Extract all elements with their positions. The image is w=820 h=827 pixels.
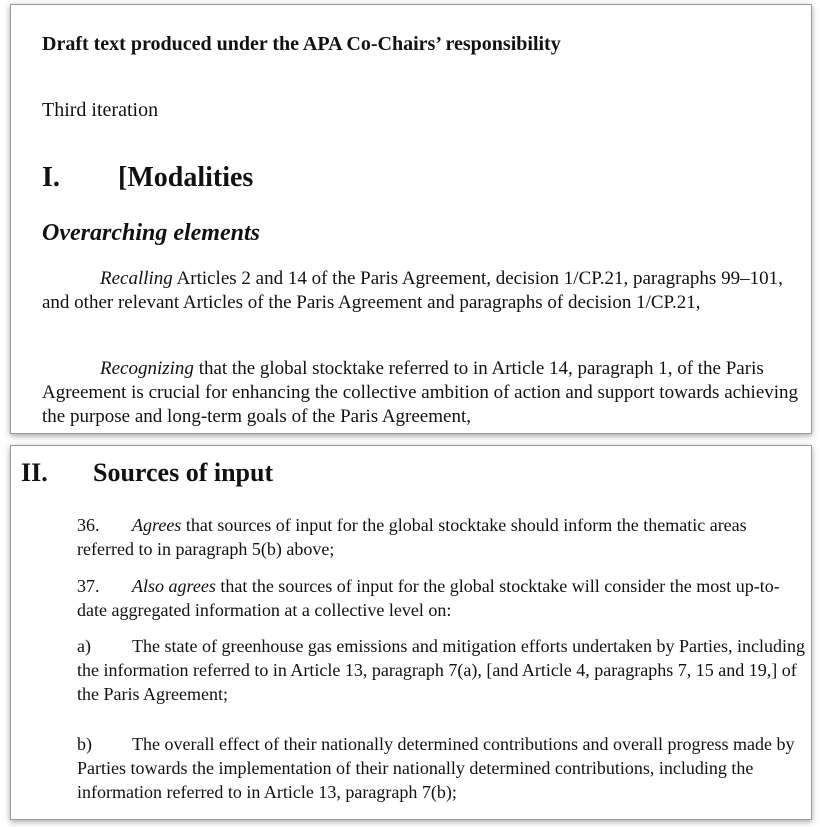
paragraph-lead: Also agrees (132, 576, 216, 596)
section-title: Sources of input (93, 458, 274, 487)
item-text: The state of greenhouse gas emissions and mitigation efforts undertaken by Parties, including the information referred to in Article 13, paragraph 7(a), [and Article 4, paragraphs 7, 15 and 19,] of the Paris Agreement; (77, 636, 806, 704)
numbered-paragraph (77, 513, 807, 561)
section-number: I. (42, 162, 60, 193)
paragraph-text: that the sources of input for the global stocktake will consider the most up-to-date aggregated information at a collective level on: (77, 576, 780, 620)
numbered-paragraph (77, 574, 807, 622)
draft-title: Draft text produced under the APA Co-Chairs’ responsibility (42, 33, 561, 55)
item-letter: b) (77, 734, 92, 754)
section-title: [Modalities (118, 162, 254, 193)
section-number: II. (21, 458, 48, 487)
item-text: The overall effect of their nationally determined contributions and overall progress made by Parties towards the implementation of their nationally determined contributions, including the information referred to in Article 13, paragraph 7(b); (77, 734, 795, 802)
paragraph-text: that sources of input for the global stocktake should inform the thematic areas referred to in paragraph 5(b) above; (77, 515, 747, 559)
paragraph-number: 36. (77, 515, 100, 535)
list-item (77, 634, 807, 706)
paragraph-lead: Agrees (132, 515, 182, 535)
paragraph-lead: Recognizing (100, 358, 194, 379)
iteration-label: Third iteration (42, 99, 159, 121)
document-excerpt-bottom (10, 445, 812, 820)
paragraph-number: 37. (77, 576, 100, 596)
preamble-paragraph (42, 357, 802, 429)
subheading: Overarching elements (42, 220, 260, 246)
paragraph-lead: Recalling (100, 268, 173, 289)
list-item (77, 732, 807, 804)
paragraph-text: Articles 2 and 14 of the Paris Agreement, decision 1/CP.21, paragraphs 99–101, and other relevant Articles of the Paris Agreement and paragraphs of decision 1/CP.21, (42, 268, 783, 313)
preamble-paragraph (42, 267, 802, 315)
paragraph-text: that the global stocktake referred to in Article 14, paragraph 1, of the Paris Agreement is crucial for enhancing the collective ambition of action and support towards achieving the purpose and long-term goals of the Paris Agreement, (42, 358, 799, 427)
item-letter: a) (77, 636, 91, 656)
document-excerpt-top (10, 4, 812, 434)
